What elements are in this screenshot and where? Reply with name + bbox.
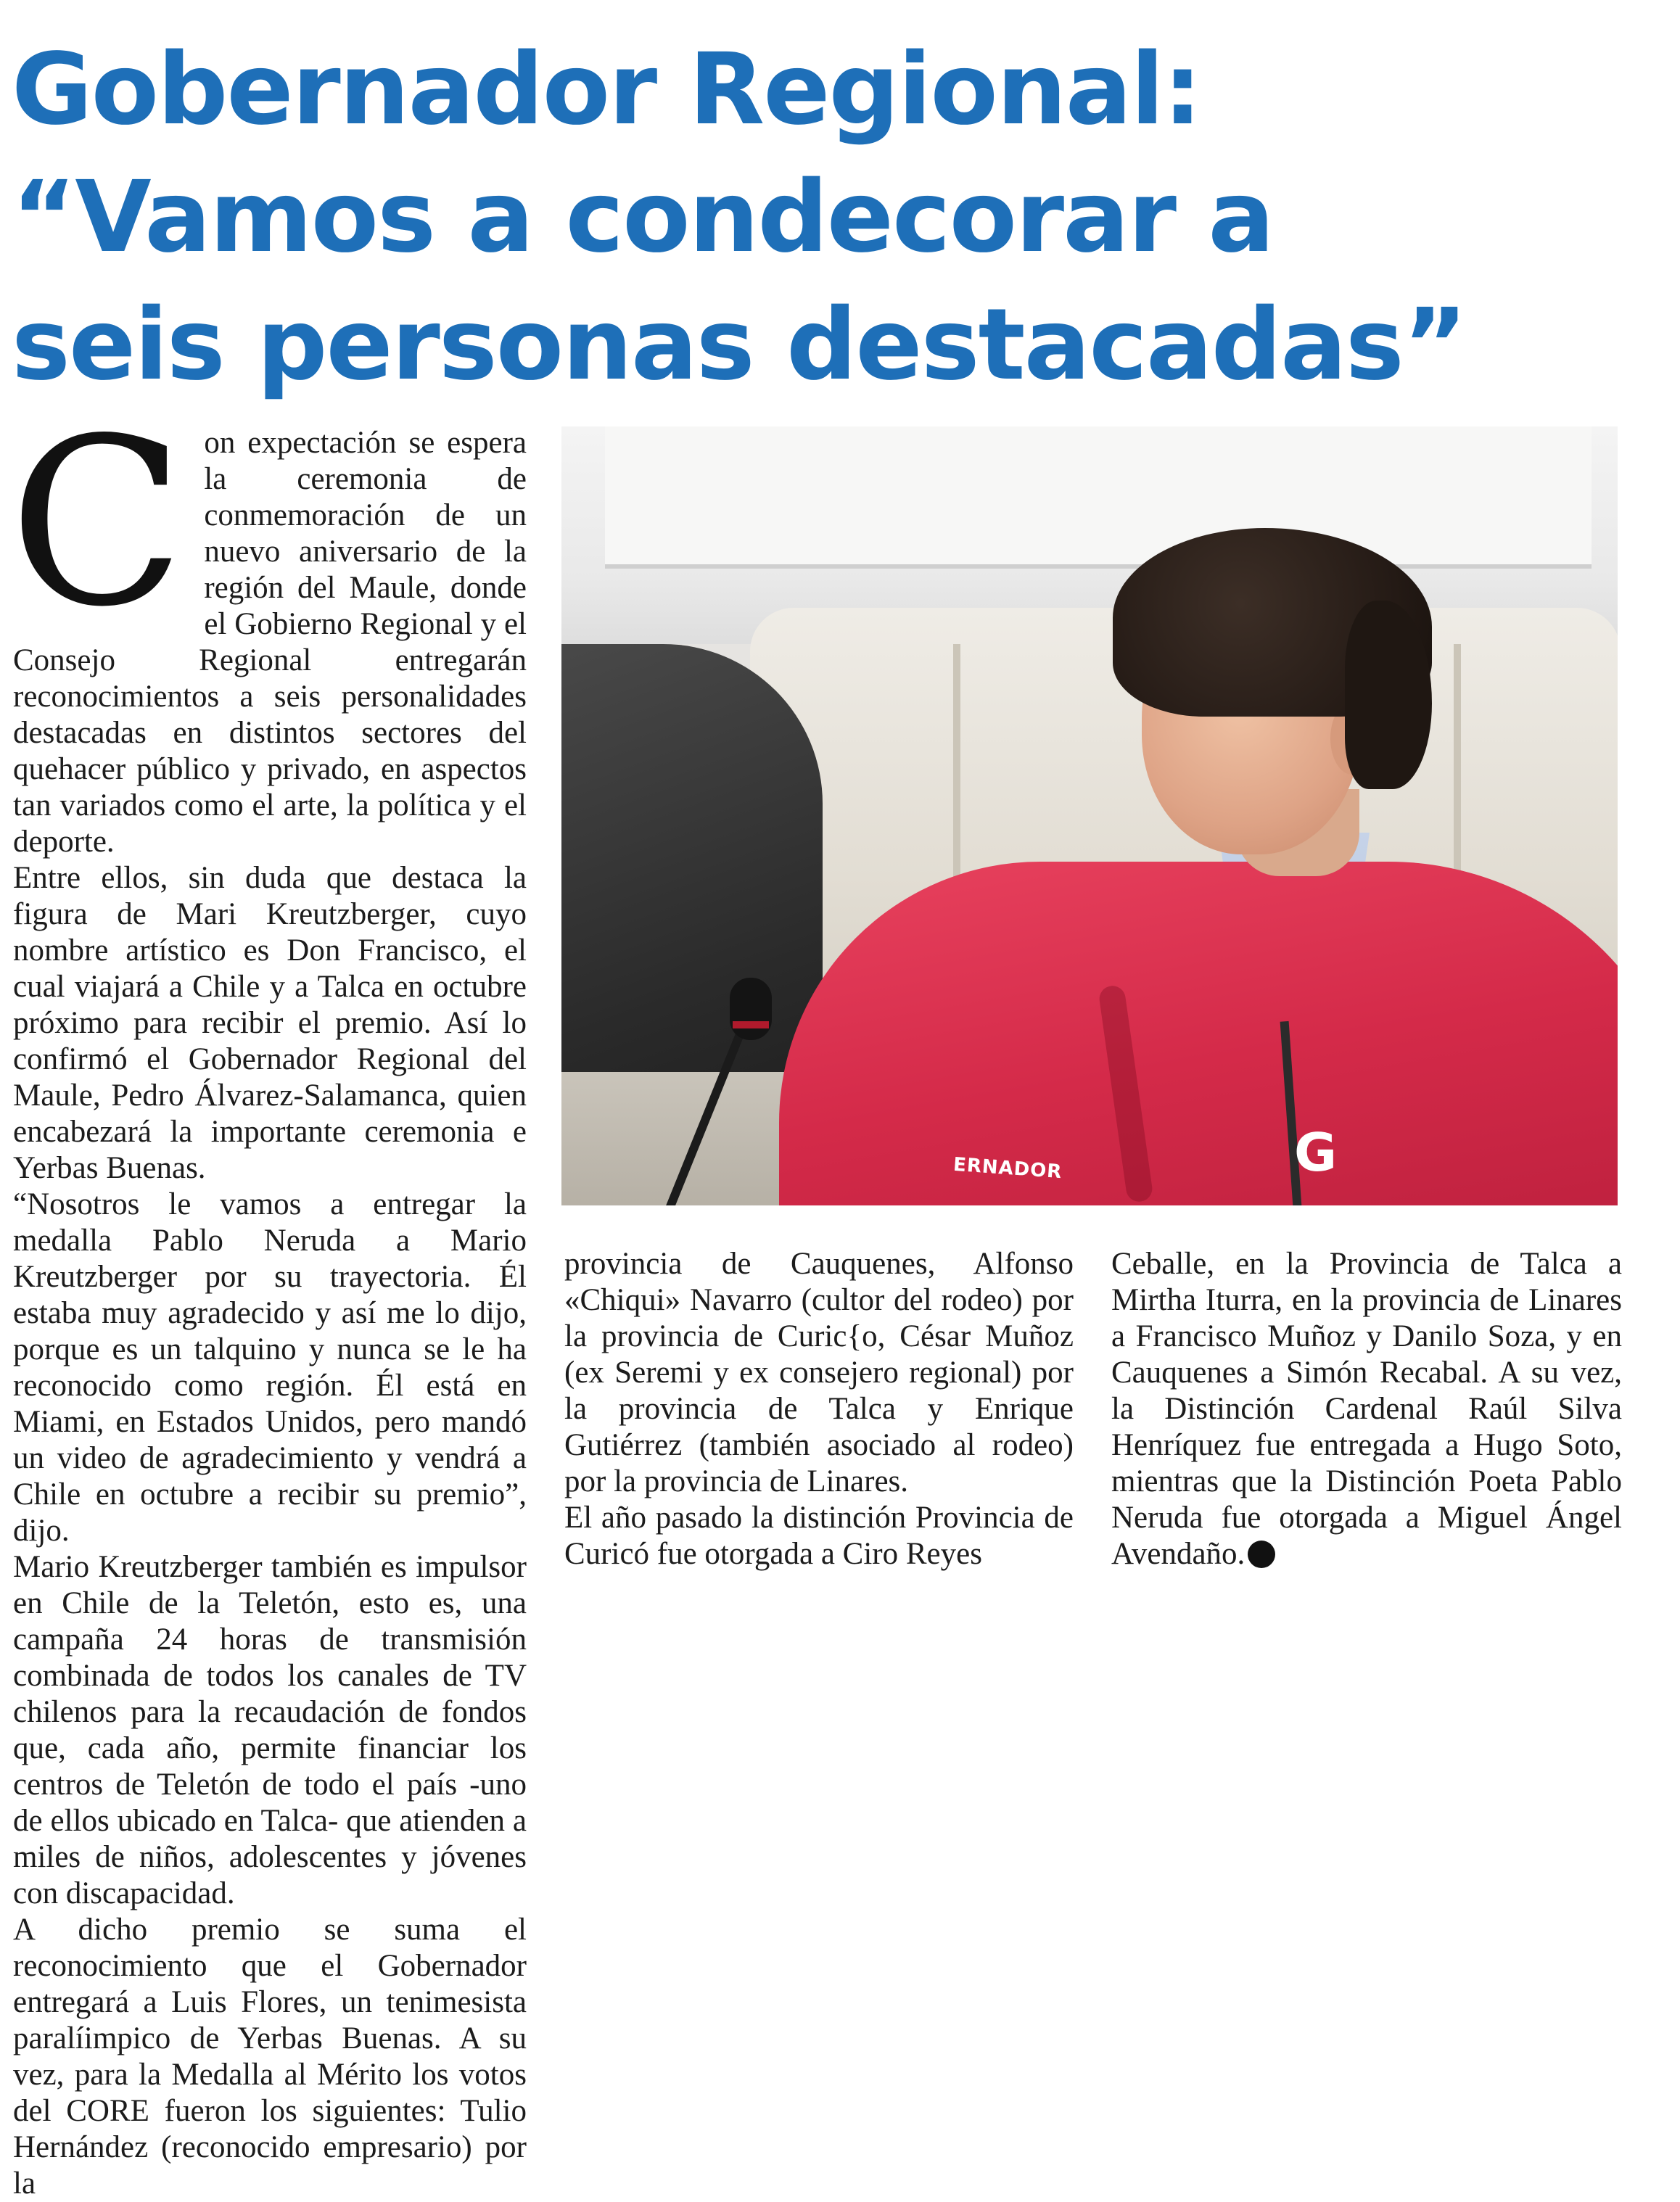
article-headline bbox=[12, 26, 1665, 409]
photo-wall-panel bbox=[605, 426, 1592, 569]
paragraph: Entre ellos, sin duda que destaca la figura de Mari Kreutzberger, cuyo nombre artístico es Don Francisco, el cual viajará a Chile y a Talca en octubre próximo para recibir el premio. Así lo confirmó el Gobernador Regional del Maule, Pedro Álvarez-Salamanca, quien encabezará la importante ceremonia e Yerbas Buenas. bbox=[13, 861, 527, 1185]
microphone-icon bbox=[730, 978, 772, 1040]
photo-jacket bbox=[779, 862, 1618, 1205]
headline-line-1: Gobernador Regional: bbox=[12, 33, 1201, 147]
article-column-3 bbox=[1111, 1246, 1622, 1572]
paragraph-quote: “Nosotros le vamos a entregar la medalla Pablo Neruda a Mario Kreutzberger por su trayectoria. Él estaba muy agradecido y así me lo dijo, porque es un talquino y nunca se le ha reconocido como región. Él está en Miami, en Estados Unidos, pero mandó un video de agradecimiento y vendrá a Chile en octubre a recibir su premio”, dijo. bbox=[13, 1187, 527, 1548]
drop-cap: C bbox=[9, 389, 186, 657]
paragraph-intro-text: on expectación se espera la ceremonia de conmemoración de un nuevo aniversario de la región del Maule, donde el Gobierno Regional y el Consejo Regional entregarán reconocimientos a seis personalidades destacadas en distintos sectores del quehacer público y privado, en aspectos tan variados como el arte, la política y el deporte. bbox=[13, 426, 527, 859]
paragraph: provincia de Cauquenes, Alfonso «Chiqui» Navarro (cultor del rodeo) por la provincia de Curic{o, César Muñoz (ex Seremi y ex consejero regional) por la provincia de Talca y Enrique Gutiérrez (también asociado al rodeo) por la provincia de Linares. bbox=[564, 1247, 1074, 1498]
headline-line-2: “Vamos a condecorar a bbox=[12, 160, 1274, 275]
article-photo bbox=[561, 426, 1618, 1205]
paragraph: Mario Kreutzberger también es impulsor en Chile de la Teletón, esto es, una campaña 24 horas de transmisión combinada de todos los canales de TV chilenos para la recaudación de fondos que, cada año, permite financiar los centros de Teletón de todo el país -uno de ellos ubicado en Talca- que atienden a miles de niños, adolescentes y jóvenes con discapacidad. bbox=[13, 1550, 527, 1910]
article-column-2 bbox=[564, 1246, 1074, 1572]
paragraph-final-text: Ceballe, en la Provincia de Talca a Mirtha Iturra, en la provincia de Linares a Francisco Muñoz y Danilo Soza, y en Cauquenes a Simón Recabal. A su vez, la Distinción Cardenal Raúl Silva Henríquez fue entregada a Hugo Soto, mientras que la Distinción Poeta Pablo Neruda fue otorgada a Miguel Ángel Avendaño. bbox=[1111, 1247, 1622, 1571]
paragraph-final bbox=[1111, 1246, 1622, 1572]
jacket-logo: G bbox=[1294, 1122, 1338, 1183]
microphone-ring bbox=[733, 1021, 769, 1028]
headline-line-3: seis personas destacadas” bbox=[12, 288, 1467, 403]
paragraph: A dicho premio se suma el reconocimiento que el Gobernador entregará a Luis Flores, un tenimesista paralíimpico de Yerbas Buenas. A su vez, para la Medalla al Mérito los votos del CORE fueron los siguientes: Tulio Hernández (reconocido empresario) por la bbox=[13, 1913, 527, 2201]
paragraph-intro bbox=[9, 389, 527, 860]
end-of-article-icon bbox=[1248, 1541, 1275, 1568]
jacket-lettering: ERNADOR bbox=[952, 1153, 1063, 1184]
paragraph: El año pasado la distinción Provincia de Curicó fue otorgada a Ciro Reyes bbox=[564, 1501, 1074, 1571]
article-column-1 bbox=[9, 389, 527, 2202]
